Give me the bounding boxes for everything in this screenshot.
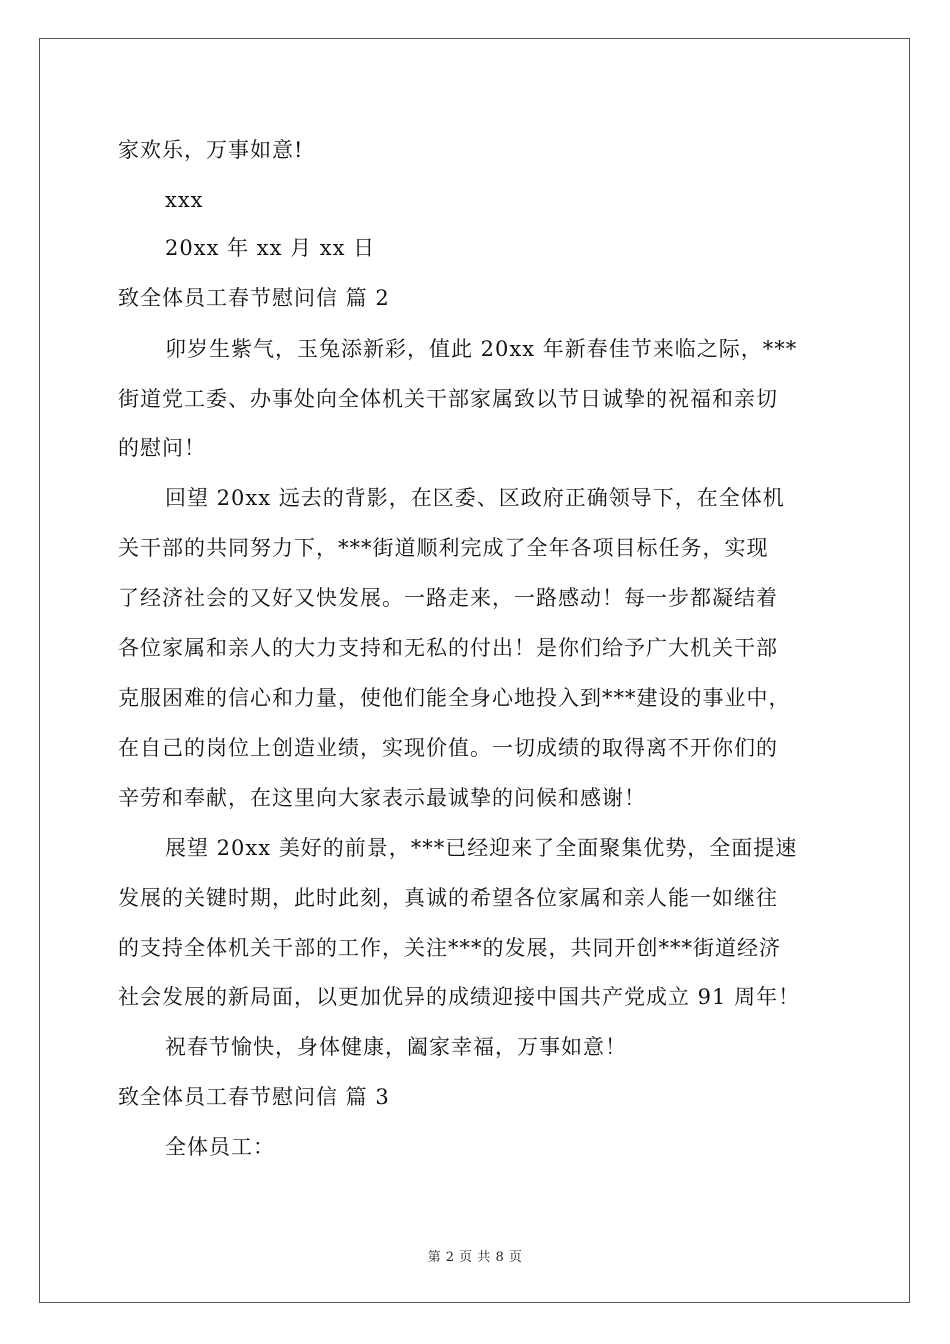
paragraph-line: 的慰问！: [118, 436, 206, 460]
paragraph-line: 街道党工委、办事处向全体机关干部家属致以节日诚挚的祝福和亲切: [118, 387, 778, 411]
paragraph-line: 展望 20xx 美好的前景，***已经迎来了全面聚集优势，全面提速: [165, 836, 798, 860]
signature-line: xxx: [165, 188, 204, 212]
paragraph-line: 关干部的共同努力下，***街道顺利完成了全年各项目标任务，实现: [118, 536, 769, 560]
text-line: 家欢乐，万事如意!: [118, 138, 304, 162]
paragraph-line: 的支持全体机关干部的工作，关注***的发展，共同开创***街道经济: [118, 936, 781, 960]
paragraph-line: 辛劳和奉献，在这里向大家表示最诚挚的问候和感谢！: [118, 786, 646, 810]
page-number-footer: 第 2 页 共 8 页: [427, 1250, 523, 1265]
paragraph-line: 克服困难的信心和力量，使他们能全身心地投入到***建设的事业中，: [118, 686, 791, 710]
date-line: 20xx 年 xx 月 xx 日: [165, 236, 376, 260]
section-heading: 致全体员工春节慰问信 篇 2: [118, 286, 390, 310]
paragraph-line: 了经济社会的又好又快发展。一路走来，一路感动！每一步都凝结着: [118, 586, 778, 610]
paragraph-line: 回望 20xx 远去的背影，在区委、区政府正确领导下，在全体机: [165, 486, 785, 510]
paragraph-line: 社会发展的新局面，以更加优异的成绩迎接中国共产党成立 91 周年！: [118, 985, 801, 1009]
paragraph-line: 各位家属和亲人的大力支持和无私的付出！是你们给予广大机关干部: [118, 636, 778, 660]
paragraph-line: 在自己的岗位上创造业绩，实现价值。一切成绩的取得离不开你们的: [118, 736, 778, 760]
paragraph-line: 祝春节愉快，身体健康，阖家幸福，万事如意！: [165, 1035, 627, 1059]
paragraph-line: 发展的关键时期，此时此刻，真诚的希望各位家属和亲人能一如继往: [118, 886, 778, 910]
page-border: [39, 38, 910, 1303]
salutation-line: 全体员工：: [165, 1135, 275, 1159]
paragraph-line: 卯岁生紫气，玉兔添新彩，值此 20xx 年新春佳节来临之际，***: [165, 337, 798, 361]
section-heading: 致全体员工春节慰问信 篇 3: [118, 1085, 390, 1109]
